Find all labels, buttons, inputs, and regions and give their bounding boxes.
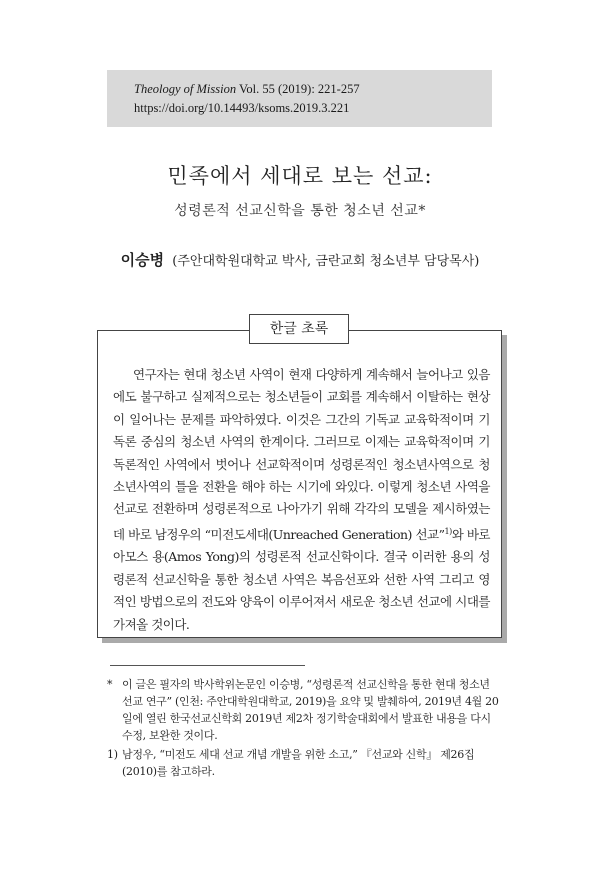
- abstract-text-part2: 와 바로 아모스 용(Amos Yong)의 성령론적 선교신학이다. 결국 이러한 용의 성령론적 선교신학을 통한 청소년 사역은 복음선포와 선한 사역 그리고 영적인 방법으로의 전도와 양육이 이루어져서 새로운 청소년 선교에 시대를 가져올 것이다.: [113, 527, 491, 632]
- journal-doi[interactable]: https://doi.org/10.14493/ksoms.2019.3.221: [134, 101, 350, 115]
- article-title: 민족에서 세대로 보는 선교:: [167, 164, 433, 188]
- footnote-text: 이 글은 필자의 박사학위논문인 이승병, “성령론적 선교신학을 통한 현대 청소년 선교 연구” (인천: 주안대학원대학교, 2019)을 요약 및 발췌하여, 2019년 4월 20일에 열린 한국선교신학회 2019년 제2차 정기학술대회에서 발표한 내용을 다시 수정, 보완한 것이다.: [122, 678, 499, 742]
- abstract-text: [113, 364, 490, 636]
- abstract-text-part1: 연구자는 현대 청소년 사역이 현재 다양하게 계속해서 늘어나고 있음에도 불구하고 실제적으로는 청소년들이 교회를 계속해서 이탈하는 현상이 일어나는 문제를 파악하였다. 이것은 그간의 기독교 교육학적이며 기독론 중심의 청소년 사역의 한계이다. 그러므로 이제는 교육학적이며 기독론적인 사역에서 벗어나 선교학적이며 성령론적인 청소년사역으로 청소년사역의 틀을 전환을 해야 하는 시기에 와있다. 이렇게 청소년 사역을 선교로 전환하며 성령론적으로 나아가기 위해 각각의 모델을 제시하였는데 바로 남정우의 “미전도세대(Unreached Generation) 선교”: [113, 367, 490, 542]
- journal-volume: Vol. 55 (2019): 221-257: [239, 82, 360, 96]
- footnote: [107, 746, 503, 780]
- journal-name: Theology of Mission: [134, 82, 237, 96]
- author-name: 이승병: [120, 251, 165, 269]
- footnote-ref[interactable]: 1): [444, 526, 452, 536]
- author-affiliation: (주안대학원대학교 박사, 금란교회 청소년부 담당목사): [172, 254, 480, 269]
- journal-header: [107, 70, 492, 127]
- footnote-text: 남정우, “미전도 세대 선교 개념 개발을 위한 소고,” 『선교와 신학』 제26집 (2010)를 참고하라.: [122, 748, 475, 778]
- article-subtitle: 성령론적 선교신학을 통한 청소년 선교*: [174, 203, 426, 219]
- footnote-mark: *: [107, 678, 113, 691]
- journal-citation: [134, 80, 492, 99]
- author-line: [0, 249, 600, 270]
- footnote: [107, 676, 503, 744]
- footnote-mark: 1): [107, 748, 118, 761]
- abstract-label: 한글 초록: [249, 314, 349, 344]
- footnote-divider: [110, 665, 305, 666]
